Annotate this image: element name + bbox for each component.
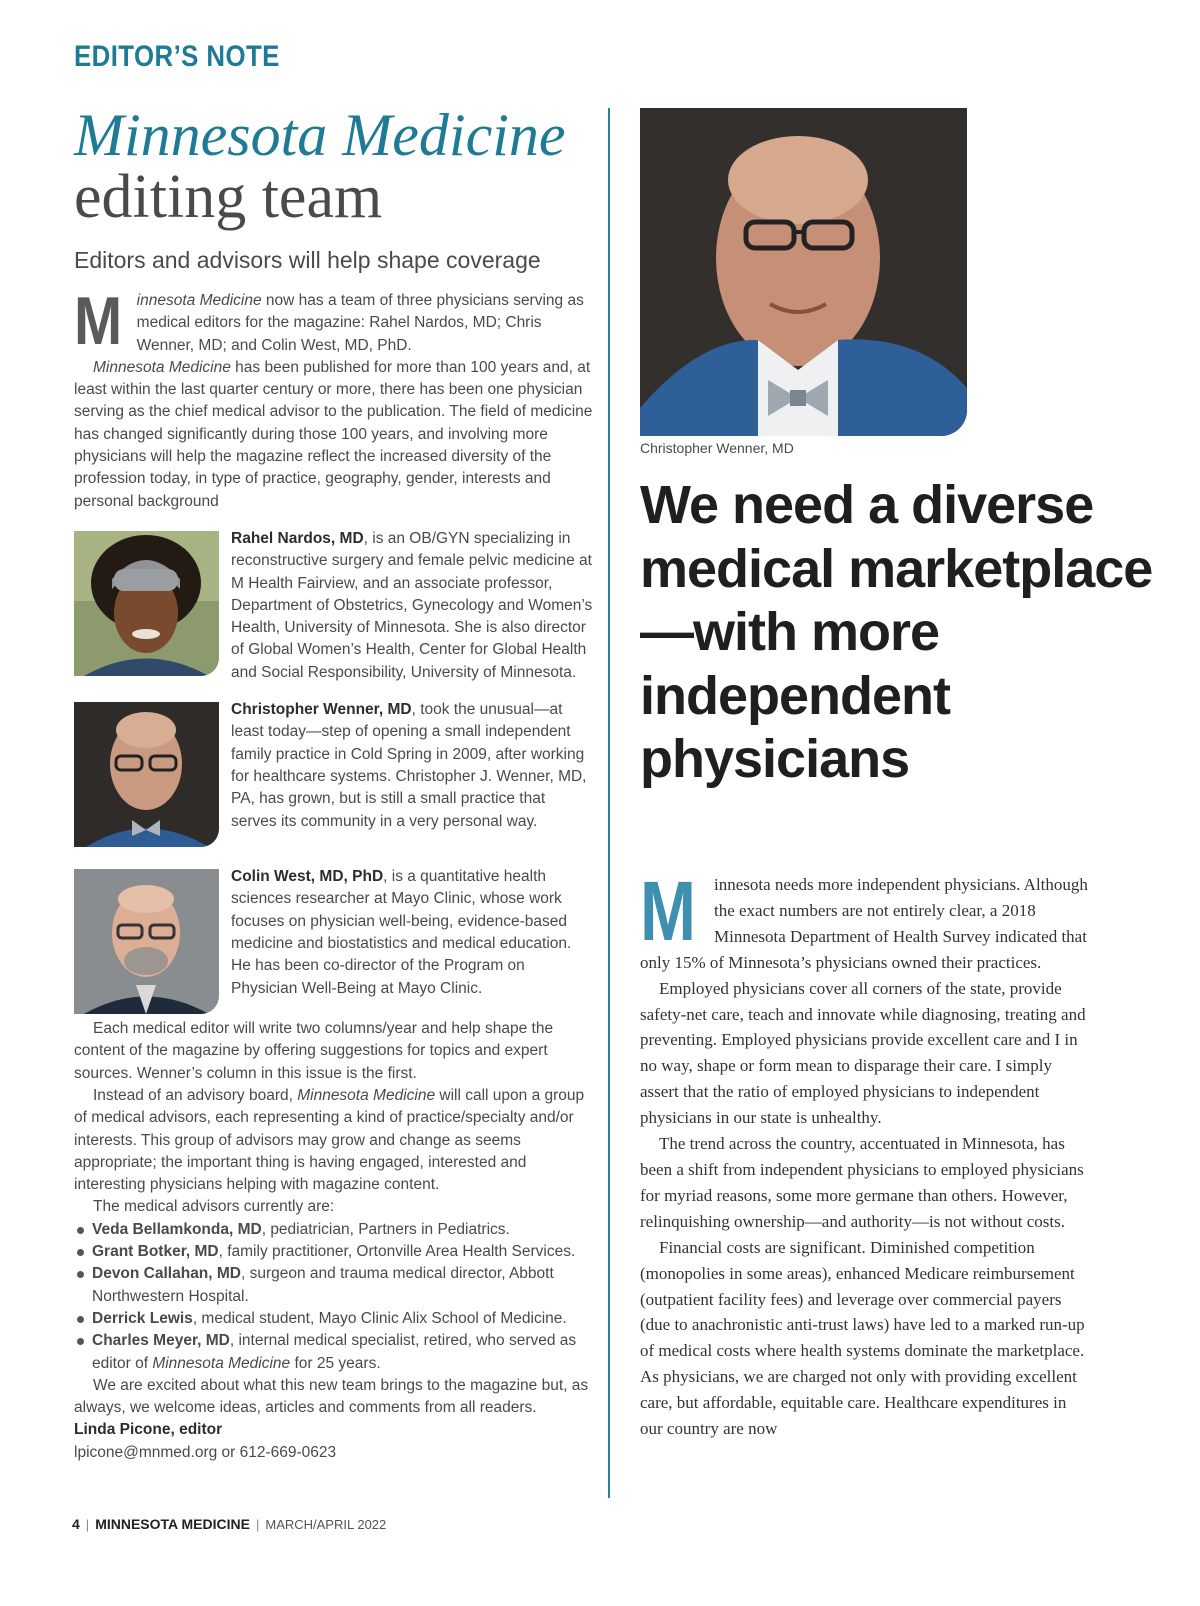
editors-note-column bbox=[74, 283, 594, 1464]
intro-text: now has a team of three physicians serving as medical editors for the magazine: Rahel Nardos, MD; Chris Wenner, MD; and Colin West, MD, PhD. bbox=[136, 292, 584, 354]
advisor-name: Grant Botker, MD bbox=[92, 1243, 219, 1261]
advisor-desc: , family practitioner, Ortonville Area Health Services. bbox=[218, 1243, 576, 1261]
intro-paragraph bbox=[74, 283, 594, 359]
editor-name: Christopher Wenner, MD bbox=[231, 701, 412, 719]
magazine-name: MINNESOTA MEDICINE bbox=[95, 1516, 250, 1532]
advisor-name: Charles Meyer, MD bbox=[92, 1332, 230, 1350]
list-item bbox=[74, 1241, 594, 1263]
wenner-portrait bbox=[640, 108, 967, 436]
editor-name: Rahel Nardos, MD bbox=[231, 529, 364, 547]
list-item bbox=[74, 1219, 594, 1241]
history-italic: Minnesota Medicine bbox=[93, 358, 231, 376]
editor-wenner bbox=[74, 699, 594, 851]
footer-separator: | bbox=[255, 1517, 260, 1532]
closing-paragraph: We are excited about what this new team brings to the magazine but, as always, we welcome ideas, articles and comments from all readers. bbox=[74, 1376, 589, 1417]
editor-bio: , is a quantitative health sciences researcher at Mayo Clinic, whose work focuses on physician well-being, evidence-based medicine and biostatistics and medical education. He has been co-director of the Program on Physician Well-Being at Mayo Clinic. bbox=[231, 868, 572, 997]
advisor-name: Veda Bellamkonda, MD bbox=[92, 1220, 262, 1238]
signature-contact[interactable]: lpicone@mnmed.org or 612-669-0623 bbox=[74, 1443, 337, 1461]
advisors-text-b: will call upon a group of medical advisors, each representing a kind of practice/specialty and/or interests. This group of advisors may grow and change as seems appropriate; the important thing is having engaged, interested and interesting physicians helping with magazine content. bbox=[74, 1086, 585, 1194]
advisors-intro: The medical advisors currently are: bbox=[93, 1198, 335, 1216]
page-title-line1: Minnesota Medicine bbox=[74, 102, 566, 168]
west-photo bbox=[74, 869, 219, 1014]
list-item bbox=[74, 1263, 594, 1308]
column-divider bbox=[608, 108, 610, 1498]
photo-caption: Christopher Wenner, MD bbox=[640, 440, 794, 456]
section-label: EDITOR’S NOTE bbox=[74, 40, 280, 73]
history-text: has been published for more than 100 years and, at least within the last quarter century or more, there has been one physician serving as the chief medical advisor to the publication. The field of medicine has changed significantly during those 100 years, and involving more physicians will help the magazine reflect the increased diversity of the profession today, in type of practice, geography, gender, interests and personal background bbox=[74, 358, 593, 510]
advisor-desc: , surgeon and trauma medical director, Abbott Northwestern Hospital. bbox=[92, 1265, 554, 1305]
page-title-line2: editing team bbox=[74, 163, 383, 231]
footer-separator: | bbox=[85, 1517, 90, 1532]
editor-name: Colin West, MD, PhD bbox=[231, 868, 384, 886]
advisors-paragraph bbox=[74, 1085, 594, 1196]
editor-nardos bbox=[74, 528, 594, 684]
editor-bio: , is an OB/GYN specializing in reconstructive surgery and female pelvic medicine at M Health Fairview, and an associate professor, Department of Obstetrics, Gynecology and Women’s Health, University of Minnesota. She is also director of Global Women’s Health, Center for Global Health and Social Responsibility, University of Minnesota. bbox=[231, 529, 593, 681]
article-paragraph: Financial costs are significant. Diminished competition (monopolies in some areas), enhanced Medicare reimbursement (outpatient facility fees) and leverage over commercial payers (due to anachronistic anti-trust laws) have led to a marked run-up of medical costs where health systems dominate the marketplace. As physicians, we are charged not only with providing excellent care, but affordable, equitable care. Healthcare expenditures in our country are now bbox=[640, 1237, 1085, 1439]
page-subtitle: Editors and advisors will help shape coverage bbox=[74, 247, 541, 273]
advisor-desc: , pediatrician, Partners in Pediatrics. bbox=[261, 1220, 510, 1238]
advisor-desc: , medical student, Mayo Clinic Alix School of Medicine. bbox=[192, 1309, 567, 1327]
article-paragraph bbox=[640, 864, 1092, 976]
page-footer bbox=[72, 1516, 386, 1532]
list-item bbox=[74, 1330, 594, 1375]
article-text: innesota needs more independent physicians. Although the exact numbers are not entirely clear, a 2018 Minnesota Department of Health Survey indicated that only 15% of Minnesota’s physicians owned their practices. bbox=[640, 875, 1088, 972]
intro-italic: innesota Medicine bbox=[136, 292, 262, 309]
article-paragraph: Employed physicians cover all corners of the state, provide safety-net care, teach and innovate while diagnosing, treating and preventing. Employed physicians provide excellent care and I in no way, shape or form mean to disparage their care. I simply assert that the ratio of employed physicians to independent physicians in our state is unhealthy. bbox=[640, 978, 1086, 1128]
advisor-desc-end: for 25 years. bbox=[290, 1354, 381, 1372]
page-number: 4 bbox=[72, 1516, 80, 1532]
nardos-photo bbox=[74, 531, 219, 676]
wenner-photo-small bbox=[74, 702, 219, 847]
editor-signature: Linda Picone, editor bbox=[74, 1421, 223, 1439]
advisors-italic: Minnesota Medicine bbox=[297, 1086, 436, 1104]
advisor-desc-italic: Minnesota Medicine bbox=[152, 1354, 291, 1372]
history-paragraph bbox=[74, 357, 594, 513]
advisors-text-a: Instead of an advisory board, bbox=[93, 1086, 298, 1104]
drop-cap: M bbox=[640, 864, 696, 958]
advisor-desc: , internal medical specialist, retired, who served as editor of bbox=[92, 1332, 577, 1372]
advisor-name: Devon Callahan, MD bbox=[92, 1265, 241, 1283]
article-paragraph: The trend across the country, accentuated in Minnesota, has been a shift from independent physicians to employed physicians for myriad reasons, some more germane than others. However, relinquishing ownership—and authority—is not without costs. bbox=[640, 1134, 1084, 1231]
article-headline: We need a diverse medical marketplace—with more independent physicians bbox=[640, 475, 1153, 789]
issue-date: MARCH/APRIL 2022 bbox=[265, 1517, 387, 1532]
list-item bbox=[74, 1308, 594, 1330]
article-body bbox=[640, 864, 1092, 1442]
editor-west bbox=[74, 866, 594, 1018]
advisor-name: Derrick Lewis bbox=[92, 1309, 193, 1327]
editor-bio: , took the unusual—at least today—step of opening a small independent family practice in Cold Spring in 2009, after working for healthcare systems. Christopher J. Wenner, MD, PA, has grown, but is still a small practice that serves its community in a very personal way. bbox=[231, 701, 587, 830]
signature-name bbox=[74, 1419, 594, 1441]
columns-paragraph: Each medical editor will write two columns/year and help shape the content of the magazine by offering suggestions for topics and expert sources. Wenner’s column in this issue is the first. bbox=[74, 1020, 554, 1082]
advisors-list bbox=[74, 1219, 594, 1375]
drop-cap: M bbox=[74, 283, 123, 359]
